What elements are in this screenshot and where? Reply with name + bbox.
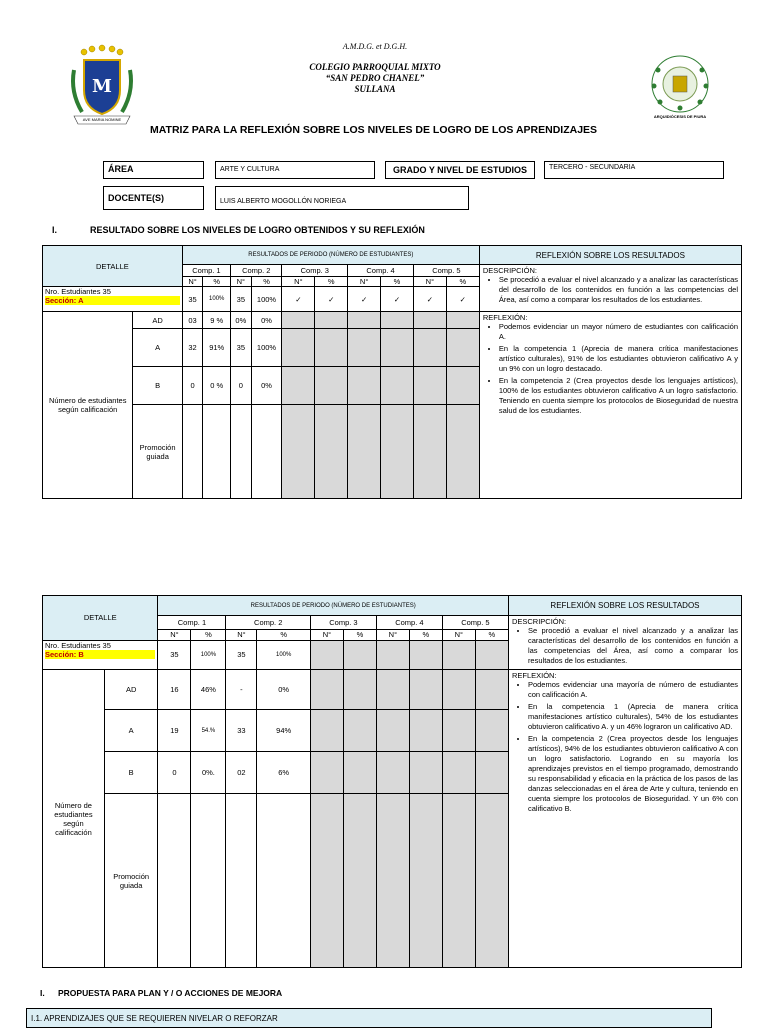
ad-pct1: 46% (191, 670, 226, 710)
ad-n2: - (226, 670, 257, 710)
total-pct2: 100% (257, 640, 311, 669)
b-n1: 0 (158, 752, 191, 794)
pct-header: % (409, 629, 442, 640)
detalle-header: DETALLE (43, 246, 183, 287)
comp4-header: Comp. 4 (376, 616, 442, 630)
total-n1: 35 (182, 287, 203, 312)
school-name-line2: “SAN PEDRO CHANEL” (325, 73, 425, 83)
check-mark: ✓ (282, 287, 315, 312)
description-label: DESCRIPCIÓN: (482, 266, 538, 275)
comp1-header: Comp. 1 (158, 616, 226, 630)
seal-caption: ARQUIDIÓCESIS DE PIURA (653, 114, 707, 119)
students-count-cell (43, 287, 183, 312)
crest-motto: AVE MARIA NOMINE (82, 117, 122, 122)
comp1-header: Comp. 1 (182, 265, 230, 277)
students-count: Nro. Estudiantes 35 (45, 640, 111, 650)
n-header: N° (376, 629, 409, 640)
pct-header: % (343, 629, 376, 640)
school-name-line1: COLEGIO PARROQUIAL MIXTO (309, 62, 441, 72)
pct-header: % (251, 277, 282, 287)
a-n2: 35 (231, 329, 252, 367)
comp2-header: Comp. 2 (231, 265, 282, 277)
reflection-header: REFLEXIÓN SOBRE LOS RESULTADOS (479, 246, 741, 265)
ad-n1: 16 (158, 670, 191, 710)
comp3-header: Comp. 3 (282, 265, 348, 277)
ad-pct1: 9 % (203, 312, 231, 329)
ad-pct2: 0% (257, 670, 311, 710)
check-mark: ✓ (413, 287, 446, 312)
grade-ad: AD (104, 670, 158, 710)
motto-line: A.M.D.G. et D.G.H. (342, 42, 408, 51)
comp3-header: Comp. 3 (310, 616, 376, 630)
b-n1: 0 (182, 367, 203, 405)
detalle-header: DETALLE (43, 596, 158, 641)
description-cell (508, 616, 741, 670)
students-count-cell (43, 640, 158, 669)
total-n2: 35 (226, 640, 257, 669)
check-mark: ✓ (348, 287, 381, 312)
description-cell (479, 265, 741, 312)
description-text: • Se procedió a evaluar el nivel alcanzado y a analizar las características del desarrollo de los contenidos en función a las competencias del Área, así como a comparar los resultados de los estudiantes. (499, 275, 738, 305)
a-pct1: 54.% (191, 710, 226, 752)
school-city: SULLANA (354, 84, 396, 94)
a-pct1: 91% (203, 329, 231, 367)
b-pct2: 0% (251, 367, 282, 405)
a-n2: 33 (226, 710, 257, 752)
description-label: DESCRIPCIÓN: (511, 617, 567, 626)
diocese-seal-right (640, 52, 720, 124)
ad-pct2: 0% (251, 312, 282, 329)
pct-header: % (381, 277, 414, 287)
area-label: ÁREA (103, 161, 204, 179)
ad-n1: 03 (182, 312, 203, 329)
reflection-item: • En la competencia 1 (Aprecia de manera crítica manifestaciones artístico culturales), 91% de los estudiantes obtuvieron calificativo A y un 9% con un logro destacado. (499, 344, 738, 374)
comp2-header: Comp. 2 (226, 616, 311, 630)
total-pct1: 100% (203, 287, 231, 312)
grade-label: GRADO Y NIVEL DE ESTUDIOS (385, 161, 535, 179)
num-students-label: Número de estudiantes según calificación (43, 312, 133, 499)
students-count: Nro. Estudiantes 35 (45, 287, 111, 296)
n-header: N° (226, 629, 257, 640)
grade-value: TERCERO - SECUNDARIA (544, 161, 724, 179)
school-crest-left (66, 42, 138, 132)
total-n2: 35 (231, 287, 252, 312)
pct-header: % (446, 277, 479, 287)
b-n2: 0 (231, 367, 252, 405)
section2-title: PROPUESTA PARA PLAN Y / O ACCIONES DE MEJORA (58, 988, 283, 998)
a-n1: 32 (182, 329, 203, 367)
n-header: N° (310, 629, 343, 640)
results-header: RESULTADOS DE PERIODO (NÚMERO DE ESTUDIANTES) (158, 596, 508, 616)
reflection-item: • En la competencia 2 (Crea proyectos desde los lenguajes artísticos), 100% de los estudiantes obtuvieron calificativo A un logro satisfactorio. Teniendo en cuenta siempre los protocolos de Bioseguridad de nuestra salud de los estudiantes. (499, 376, 738, 416)
a-n1: 19 (158, 710, 191, 752)
a-pct2: 94% (257, 710, 311, 752)
num-students-label: Número de estudiantes según calificación (43, 670, 105, 968)
pct-header: % (191, 629, 226, 640)
grade-promo: Promoción guiada (104, 794, 158, 968)
reflection-item: • Podemos evidenciar una mayoría de número de estudiantes con calificación A. (528, 680, 738, 700)
section-label: Sección: A (45, 296, 180, 305)
total-pct2: 100% (251, 287, 282, 312)
area-value: ARTE Y CULTURA (215, 161, 375, 179)
pct-header: % (203, 277, 231, 287)
section2-number: I. (40, 988, 45, 998)
reflection-cell (508, 670, 741, 968)
grade-ad: AD (133, 312, 182, 329)
section1-title: RESULTADO SOBRE LOS NIVELES DE LOGRO OBTENIDOS Y SU REFLEXIÓN (90, 225, 425, 235)
pct-header: % (257, 629, 311, 640)
n-header: N° (231, 277, 252, 287)
check-mark: ✓ (446, 287, 479, 312)
grade-b: B (133, 367, 182, 405)
b-pct1: 0%. (191, 752, 226, 794)
grade-b: B (104, 752, 158, 794)
n-header: N° (282, 277, 315, 287)
comp5-header: Comp. 5 (413, 265, 479, 277)
results-table-b (42, 595, 742, 968)
reflection-label: REFLEXIÓN: (511, 671, 557, 680)
reflection-cell (479, 312, 741, 499)
docente-label: DOCENTE(S) (103, 186, 204, 210)
svg-text:M: M (92, 76, 112, 97)
pct-header: % (315, 277, 348, 287)
grade-promo: Promoción guiada (133, 405, 182, 499)
comp4-header: Comp. 4 (348, 265, 414, 277)
results-header: RESULTADOS DE PERIODO (NÚMERO DE ESTUDIANTES) (182, 246, 479, 265)
b-n2: 02 (226, 752, 257, 794)
subsection-header: I.1. APRENDIZAJES QUE SE REQUIEREN NIVELAR O REFORZAR (26, 1008, 712, 1028)
ad-n2: 0% (231, 312, 252, 329)
reflection-item: • En la competencia 2 (Crea proyectos desde los lenguajes artísticos), 94% de los estudiantes obtuvieron calificativo A con un logro satisfactorio. Logrando en su mayoría los aprendizajes previstos en el tiempo programado, demostrando su responsabilidad y eficacia en la práctica de los pasos de las danzas seleccionadas en el área de Arte y cultura, teniendo en cuenta siempre los protocolos de Bioseguridad. Y un 6% con calificativo B. (528, 734, 738, 814)
matrix-title: MATRIZ PARA LA REFLEXIÓN SOBRE LOS NIVELES DE LOGRO DE LOS APRENDIZAJES (150, 124, 598, 136)
check-mark: ✓ (315, 287, 348, 312)
grade-a: A (104, 710, 158, 752)
n-header: N° (442, 629, 475, 640)
description-text: • Se procedió a evaluar el nivel alcanzado y a analizar las características del desarrollo de los contenidos en función a las competencias del Área, así como a comparar los resultados de los estudiantes. (528, 626, 738, 666)
n-header: N° (158, 629, 191, 640)
check-mark: ✓ (381, 287, 414, 312)
results-table-a (42, 245, 742, 499)
comp5-header: Comp. 5 (442, 616, 508, 630)
reflection-item: • En la competencia 1 (Aprecia de manera crítica manifestaciones artístico culturales), 54% de los estudiantes obtuvieron calificativo A. y un 46% lograron un calificativo AD. (528, 702, 738, 732)
a-pct2: 100% (251, 329, 282, 367)
n-header: N° (182, 277, 203, 287)
grade-a: A (133, 329, 182, 367)
n-header: N° (413, 277, 446, 287)
docente-value: LUIS ALBERTO MOGOLLÓN NORIEGA (215, 186, 469, 210)
total-pct1: 100% (191, 640, 226, 669)
reflection-item: • Podemos evidenciar un mayor número de estudiantes con calificación A. (499, 322, 738, 342)
reflection-label: REFLEXIÓN: (482, 313, 528, 322)
total-n1: 35 (158, 640, 191, 669)
b-pct1: 0 % (203, 367, 231, 405)
n-header: N° (348, 277, 381, 287)
pct-header: % (475, 629, 508, 640)
reflection-header: REFLEXIÓN SOBRE LOS RESULTADOS (508, 596, 741, 616)
section-label: Sección: B (45, 650, 155, 659)
section1-number: I. (52, 225, 58, 235)
b-pct2: 6% (257, 752, 311, 794)
